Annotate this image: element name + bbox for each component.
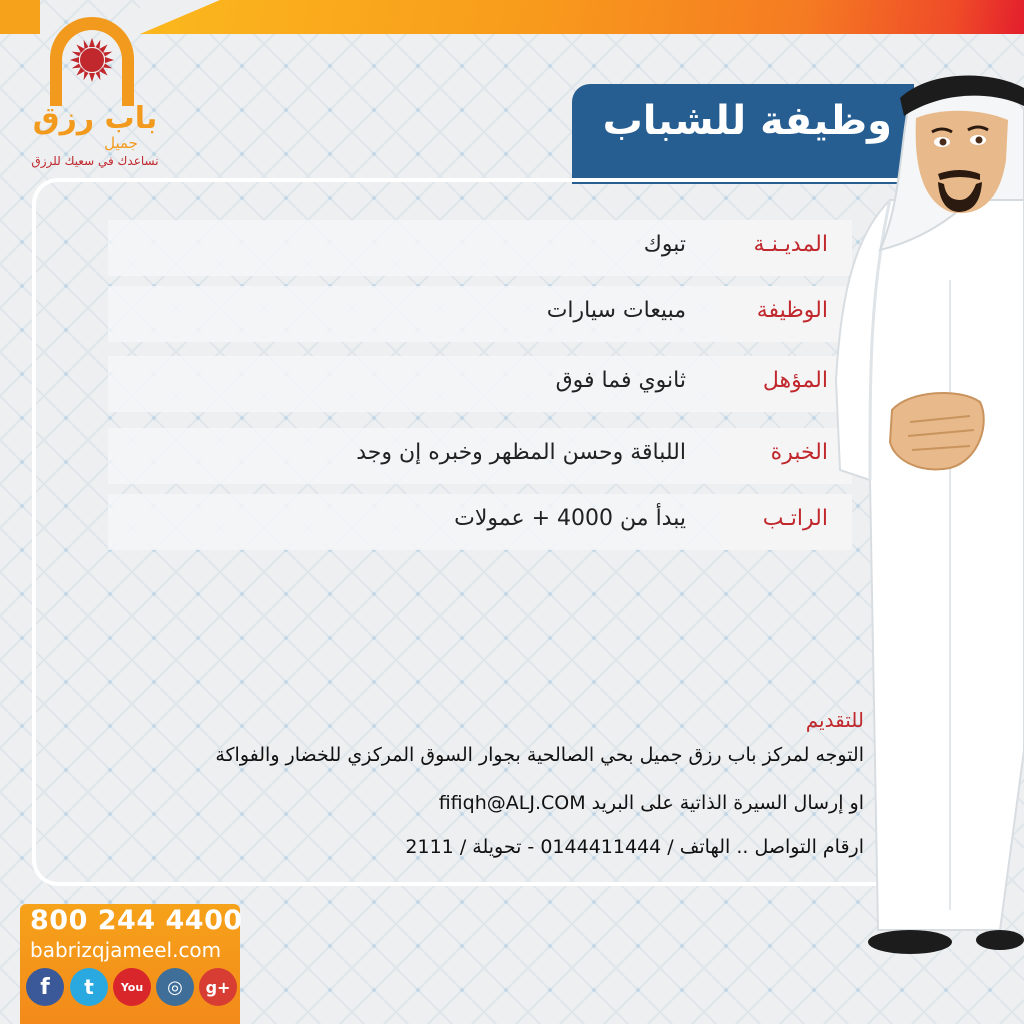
youtube-icon[interactable]: You xyxy=(113,968,151,1006)
row-value: يبدأ من 4000 + عمولات xyxy=(454,506,686,531)
row-value: ثانوي فما فوق xyxy=(555,368,686,393)
man-illustration xyxy=(830,50,1024,970)
apply-line-address: التوجه لمركز باب رزق جميل بحي الصالحية بجوار السوق المركزي للخضار والفواكة xyxy=(215,744,864,766)
facebook-icon[interactable]: f xyxy=(26,968,64,1006)
row-label: المديـنـة xyxy=(753,232,828,257)
twitter-icon[interactable]: t xyxy=(70,968,108,1006)
googleplus-icon[interactable]: g+ xyxy=(199,968,237,1006)
footer-phone: 800 244 4400 xyxy=(30,905,243,936)
brand-logo xyxy=(20,12,170,172)
info-row-job xyxy=(108,286,852,342)
apply-heading: للتقديم xyxy=(805,708,864,732)
page-title: وظيفة للشباب xyxy=(602,98,892,144)
row-value: تبوك xyxy=(643,232,686,257)
row-label: المؤهل xyxy=(762,368,828,393)
info-row-salary xyxy=(108,494,852,550)
brand-subname: جميل xyxy=(104,134,138,152)
apply-line-email: او إرسال السيرة الذاتية على البريد fifiqh@ALJ.COM xyxy=(438,792,864,814)
info-row-experience xyxy=(108,428,852,484)
brand-tagline: نساعدك في سعيك للرزق xyxy=(31,154,159,168)
apply-line-phone: ارقام التواصل .. الهاتف / 0144411444 - تحويلة / 2111 xyxy=(405,836,864,858)
row-value: مبيعات سيارات xyxy=(546,298,686,323)
row-label: الخبرة xyxy=(770,440,828,465)
brand-name: باب رزق xyxy=(32,101,158,136)
logo-sun-arch-icon xyxy=(42,14,142,106)
info-row-city xyxy=(108,220,852,276)
row-value: اللباقة وحسن المظهر وخبره إن وجد xyxy=(356,440,686,465)
row-label: الراتـب xyxy=(762,506,828,531)
row-label: الوظيفة xyxy=(756,298,828,323)
footer-website-link[interactable]: babrizqjameel.com xyxy=(30,938,222,962)
instagram-icon[interactable]: ◎ xyxy=(156,968,194,1006)
info-row-qualification xyxy=(108,356,852,412)
